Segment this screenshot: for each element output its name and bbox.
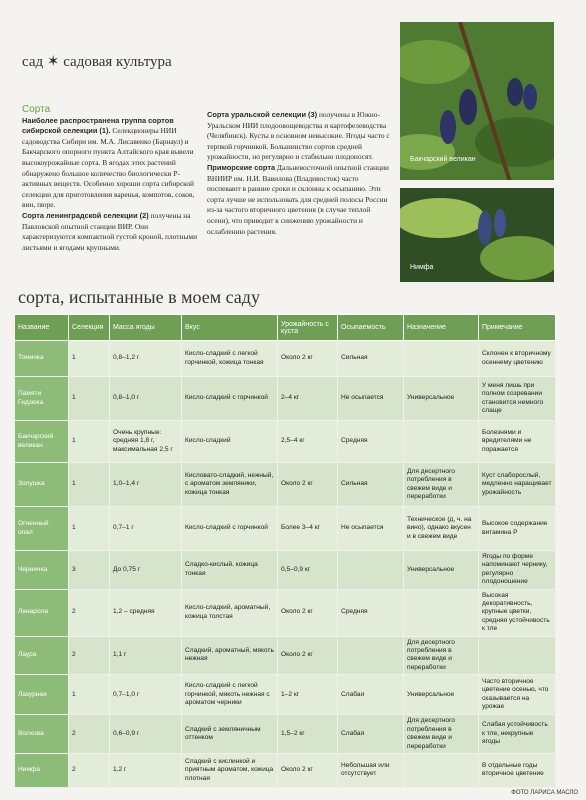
cell-taste: Сладкий с кислинкой и приятным ароматом, кожица плотная	[182, 753, 278, 787]
cell-note: В отдельные годы вторичное цветение	[479, 753, 556, 787]
cell-note	[479, 636, 556, 675]
ural-bold: Сорта уральской селекции (3)	[207, 110, 318, 119]
cell-taste: Кисло-сладкий с легкой горчинкой, мякоть нежная с ароматом черники	[182, 675, 278, 715]
cell-mass: Очень крупные: средняя 1,8 г, максимальная 2,5 г	[110, 421, 182, 463]
primorye-text: Дальневосточной опытной станции ВНИИР им. Н.И. Вавилова (Владивосток) часто поспевают в ранние сроки и склонны к осыпанию. Эти сорта лучше не использовать для средней полосы России из-за частого вторичного цветения (в случае теплой осени), что приводит к снижению урожайности и ослаблению растения.	[207, 162, 389, 236]
cell-mass: До 0,75 г	[110, 551, 182, 590]
cell-mass: 0,7–1 г	[110, 507, 182, 551]
varieties-table	[14, 314, 556, 788]
cell-shedding	[338, 551, 404, 590]
intro-bold: Наиболее распространена группа сортов сибирской селекции (1).	[22, 115, 174, 136]
cell-yield: Около 2 кг	[278, 753, 338, 787]
cell-purpose: Техническое (д, ч. на вино), однако вкусен и в свежем виде	[404, 507, 479, 551]
cell-selection: 1	[69, 377, 110, 421]
ural-text: получены в Южно-Уральском НИИ плодоовощеводства и картофелеводства (Челябинск). Кусты в основном невысокие. Ягоды часто с терпкой горчинкой. Большинство сортов средней урожайности, но регулярно и стабильно плодоносят.	[207, 110, 390, 162]
cell-shedding	[338, 636, 404, 675]
cell-selection: 2	[69, 753, 110, 787]
table-row	[15, 551, 556, 590]
col-yield: Урожайность с куста	[278, 315, 338, 341]
cell-name: Ленарола	[15, 589, 69, 636]
cell-mass: 1,1 г	[110, 636, 182, 675]
cell-shedding: Сильная	[338, 341, 404, 377]
cell-shedding: Небольшая или отсутствует	[338, 753, 404, 787]
cell-purpose	[404, 341, 479, 377]
col-note: Примечание	[479, 315, 556, 341]
cell-yield: 1–2 кг	[278, 675, 338, 715]
text-column-left	[22, 105, 200, 253]
cell-yield: 0,5–0,9 кг	[278, 551, 338, 590]
primorye-bold: Приморские сорта	[207, 162, 276, 172]
cell-mass: 0,6–0,9 г	[110, 715, 182, 754]
cell-purpose	[404, 421, 479, 463]
cell-taste: Кисло-сладкий с горчинкой	[182, 507, 278, 551]
table-row	[15, 715, 556, 754]
cell-taste: Кисловато-сладкий, нежный, с ароматом земляники, кожица тонкая	[182, 463, 278, 507]
cell-selection: 1	[69, 507, 110, 551]
table-heading: сорта, испытанные в моем саду	[18, 287, 260, 307]
cell-shedding: Средняя	[338, 589, 404, 636]
table-row	[15, 507, 556, 551]
cell-name: Огненный опал	[15, 507, 69, 551]
cell-mass: 1,0–1,4 г	[110, 463, 182, 507]
cell-taste: Кисло-сладкий	[182, 421, 278, 463]
cell-selection: 1	[69, 421, 110, 463]
cell-mass: 0,7–1,0 г	[110, 675, 182, 715]
table-row	[15, 675, 556, 715]
cell-selection: 1	[69, 341, 110, 377]
table-row	[15, 377, 556, 421]
cell-purpose	[404, 589, 479, 636]
cell-shedding: Не осыпается	[338, 507, 404, 551]
cell-name: Бакчарский великан	[15, 421, 69, 463]
col-name: Название	[15, 315, 69, 341]
cell-name: Нимфа	[15, 753, 69, 787]
cell-note: Высокая декоративность, крупные цветки, средняя устойчивость к тле	[479, 589, 556, 636]
cell-yield: 2,5–4 кг	[278, 421, 338, 463]
cell-selection: 2	[69, 715, 110, 754]
cell-shedding: Слабая	[338, 715, 404, 754]
cell-name: Черничка	[15, 551, 69, 590]
photo-nimfa	[400, 188, 554, 282]
cell-purpose: Универсальное	[404, 675, 479, 715]
cell-yield: Около 2 кг	[278, 589, 338, 636]
cell-shedding: Не осыпается	[338, 377, 404, 421]
cell-note: Часто вторичное цветение осенью, что сказывается на урожае	[479, 675, 556, 715]
cell-name: Томичка	[15, 341, 69, 377]
text-column-right	[207, 110, 392, 237]
cell-purpose: Универсальное	[404, 551, 479, 590]
cell-yield: Около 2 кг	[278, 341, 338, 377]
intro-paragraph	[22, 116, 200, 211]
cell-note: У меня лишь при полном созревании становится немного слаще	[479, 377, 556, 421]
leningrad-bold: Сорта ленинградской селекции (2)	[22, 210, 149, 220]
col-purpose: Назначение	[404, 315, 479, 341]
cell-mass: 0,8–1,2 г	[110, 341, 182, 377]
col-taste: Вкус	[182, 315, 278, 341]
cell-selection: 1	[69, 675, 110, 715]
col-mass: Масса ягоды	[110, 315, 182, 341]
cell-taste: Кисло-сладкий с легкой горчинкой, кожица тонкая	[182, 341, 278, 377]
subsection-heading: Сорта	[22, 104, 51, 115]
cell-mass: 1,2 г	[110, 753, 182, 787]
cell-taste: Сладко-кислый, кожица тонкая	[182, 551, 278, 590]
cell-taste: Сладкий с земляничным оттенком	[182, 715, 278, 754]
photo-bakcharsky	[400, 22, 554, 180]
cell-taste: Кисло-сладкий, ароматный, кожица толстая	[182, 589, 278, 636]
cell-selection: 2	[69, 589, 110, 636]
cell-selection: 1	[69, 463, 110, 507]
table-row	[15, 463, 556, 507]
cell-mass: 0,8–1,0 г	[110, 377, 182, 421]
cell-purpose	[404, 753, 479, 787]
leningrad-text: получены на Павловской опытной станции ВИР. Они характеризуются компактной густой кроной, плотными листьями и ягодами крупными.	[22, 210, 198, 252]
cell-name: Памяти Гидзюка	[15, 377, 69, 421]
photo-caption-bottom: Нимфа	[410, 264, 434, 271]
photo-caption-top: Бакчарский великан	[410, 156, 476, 163]
table-row	[15, 753, 556, 787]
photo-credit: ФОТО ЛАРИСА МАСЛО	[511, 790, 578, 796]
cell-yield: 1,5–2 кг	[278, 715, 338, 754]
cell-mass: 1,2 – средняя	[110, 589, 182, 636]
cell-note: Ягоды по форме напоминают чернику, регулярно плодоношение	[479, 551, 556, 590]
cell-purpose: Для десертного потребления в свежем виде и переработки	[404, 715, 479, 754]
cell-name: Волхова	[15, 715, 69, 754]
cell-purpose: Для десертного потребления в свежем виде и переработки	[404, 463, 479, 507]
section-title: сад ✶ садовая культура	[22, 54, 172, 70]
cell-shedding: Средняя	[338, 421, 404, 463]
cell-yield: Около 2 кг	[278, 636, 338, 675]
cell-selection: 3	[69, 551, 110, 590]
cell-shedding: Сильная	[338, 463, 404, 507]
cell-taste: Кисло-сладкий с горчинкой	[182, 377, 278, 421]
cell-note: Высокое содержание витамина Р	[479, 507, 556, 551]
cell-note: Куст слаборослый, медленно наращивает урожайность	[479, 463, 556, 507]
cell-yield: 2–4 кг	[278, 377, 338, 421]
cell-purpose: Универсальное	[404, 377, 479, 421]
col-shedding: Осыпаемость	[338, 315, 404, 341]
cell-name: Золушка	[15, 463, 69, 507]
table-row	[15, 589, 556, 636]
col-selection: Селекция	[69, 315, 110, 341]
cell-note: Склонен к вторичному осеннему цветению	[479, 341, 556, 377]
cell-taste: Сладкий, ароматный, мякоть нежная	[182, 636, 278, 675]
cell-note: Болезнями и вредителями не поражается	[479, 421, 556, 463]
cell-purpose: Для десертного потребления в свежем виде и переработки	[404, 636, 479, 675]
table-row	[15, 421, 556, 463]
cell-yield: Около 2 кг	[278, 463, 338, 507]
cell-selection: 2	[69, 636, 110, 675]
cell-note: Слабая устойчивость к тле, некрупные ягоды	[479, 715, 556, 754]
leningrad-paragraph	[22, 211, 200, 253]
cell-yield: Более 3–4 кг	[278, 507, 338, 551]
table-row	[15, 341, 556, 377]
table-row	[15, 636, 556, 675]
cell-name: Лаура	[15, 636, 69, 675]
cell-name: Лазурная	[15, 675, 69, 715]
table-header-row	[15, 315, 556, 341]
intro-text: Селекционеры НИИ садоводства Сибири им. М.А. Лисавенко (Барнаул) и Бакчарского опорного пункта Алтайского края вывели высокоурожайные сорта. В ягодах этих растений обнаружено большое количество биологически Р-активных веществ. Особенно хороши сорта сибирской селекции для приготовления варенья, компотов, соков, вин, пюре.	[22, 126, 195, 210]
cell-shedding: Слабая	[338, 675, 404, 715]
